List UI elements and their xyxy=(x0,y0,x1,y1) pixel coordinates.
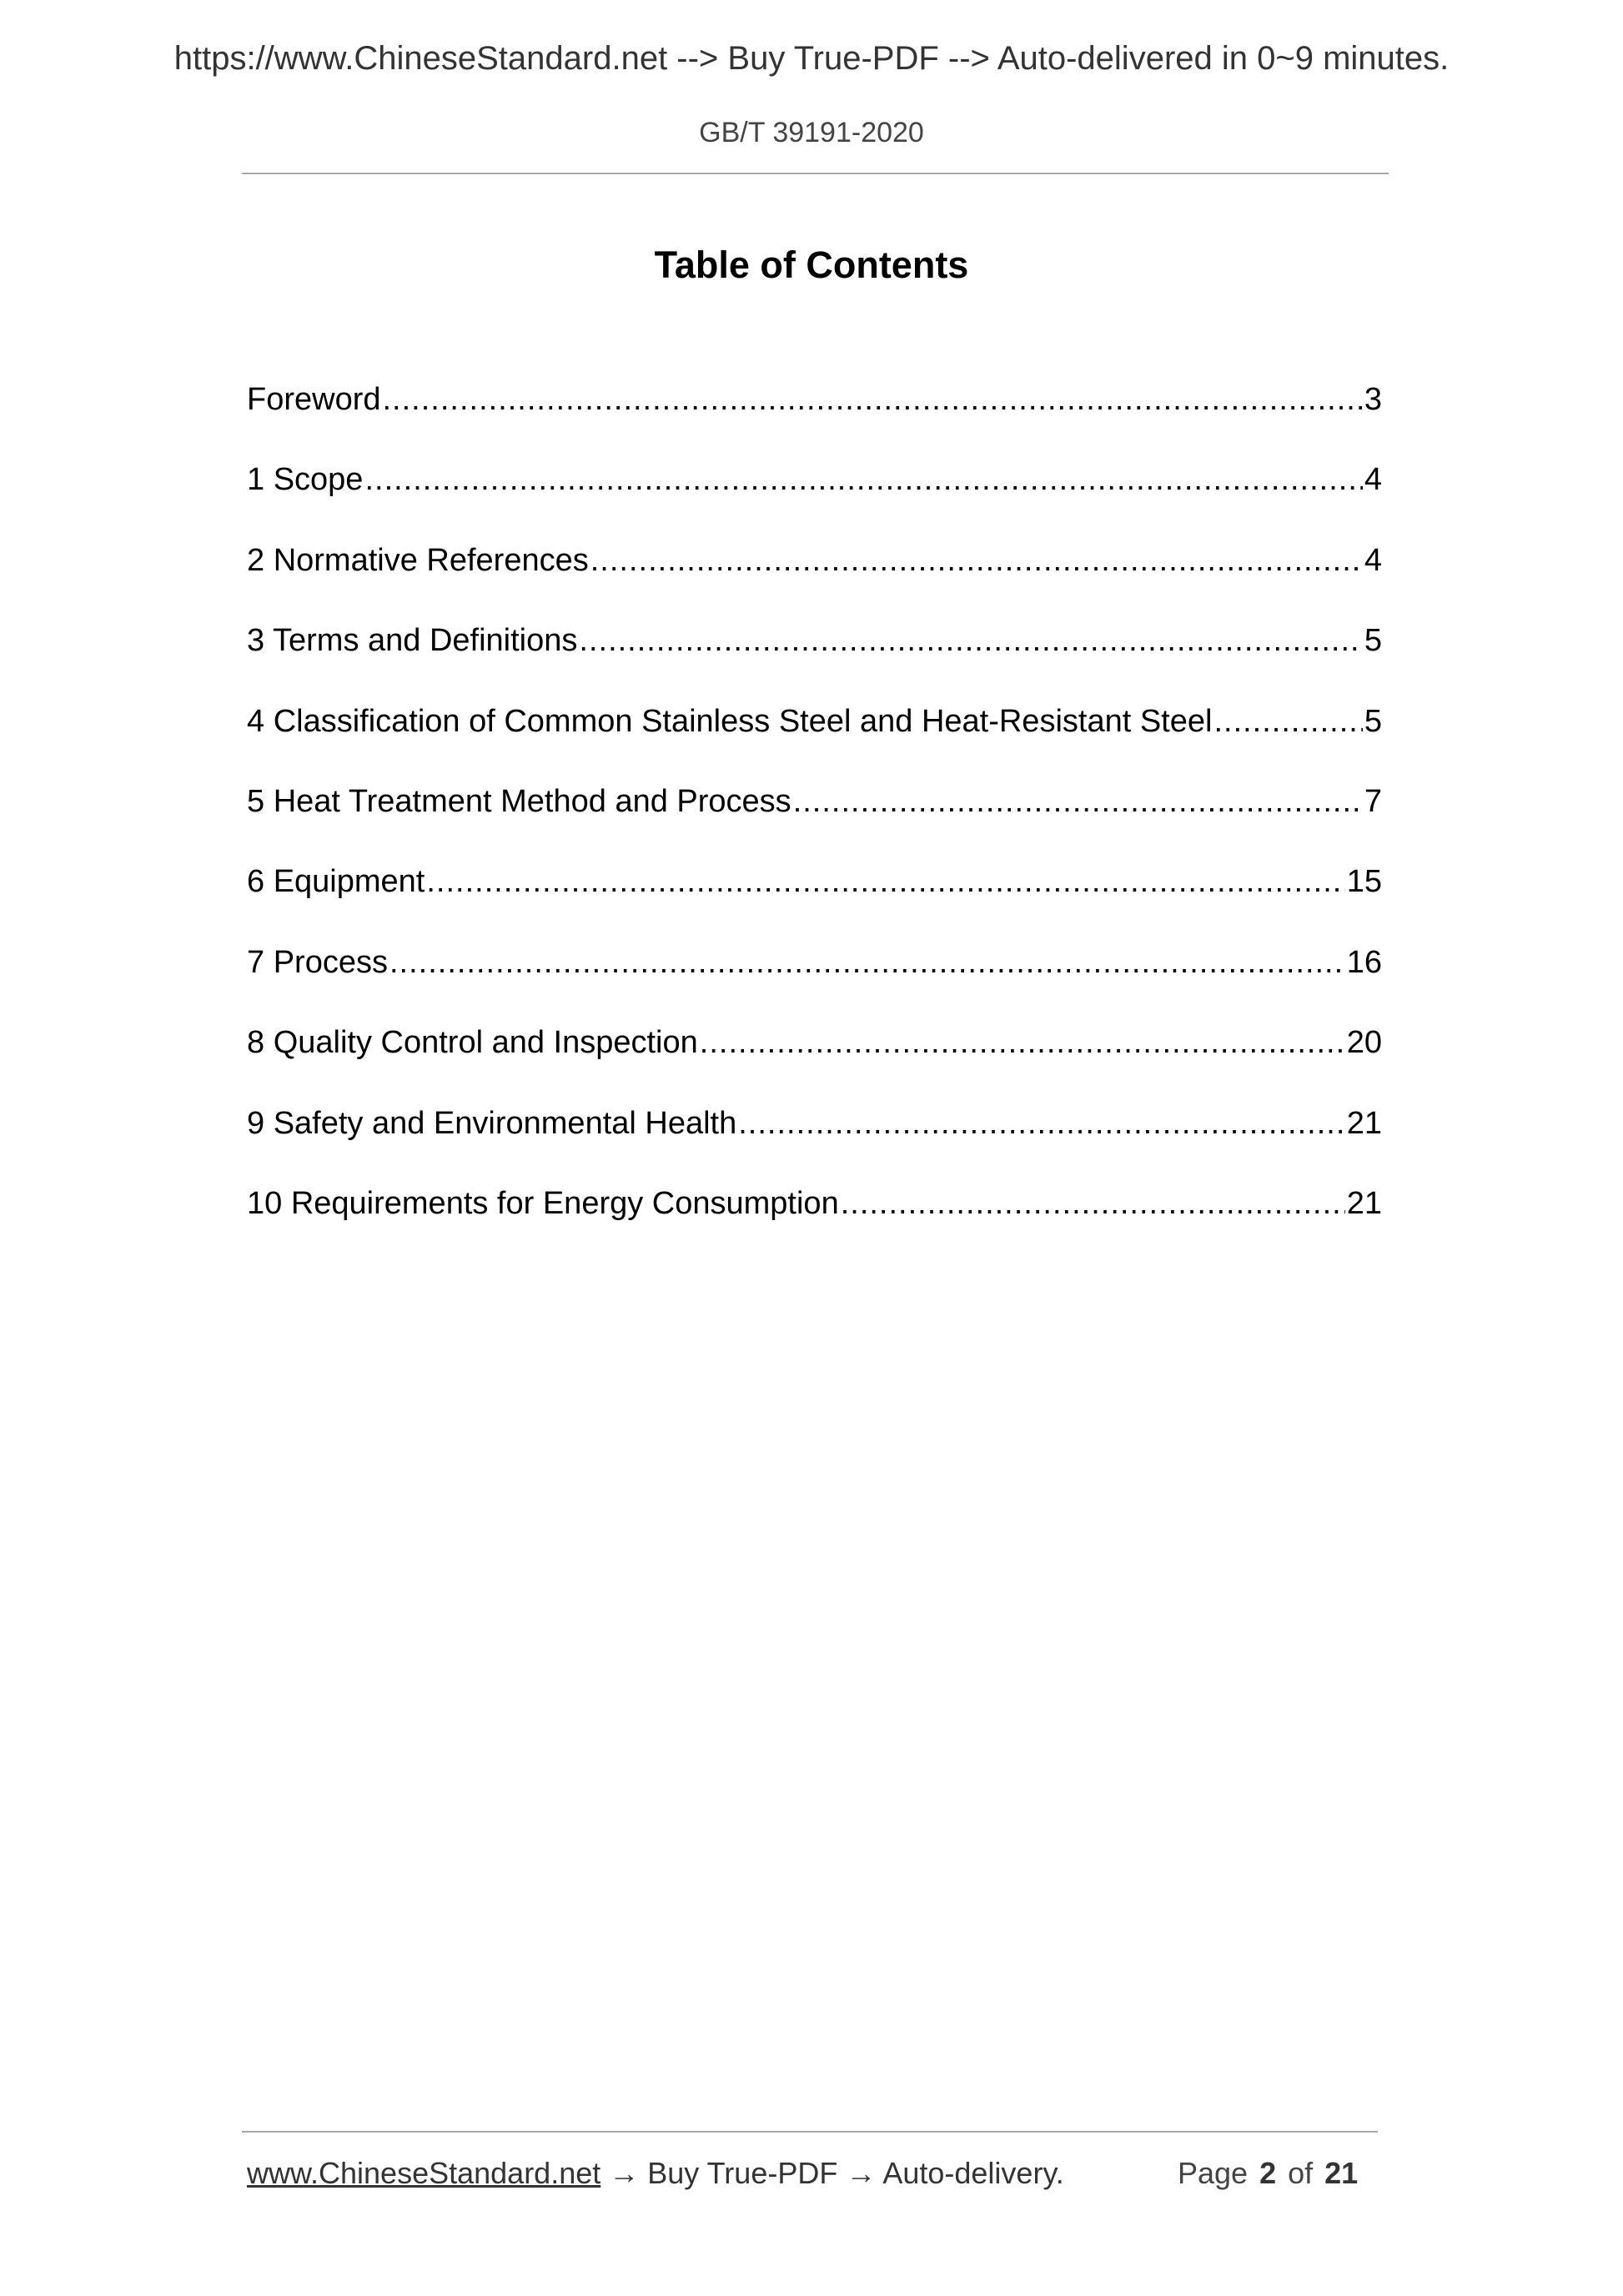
footer-tagline: → Buy True-PDF → Auto-delivery. xyxy=(609,2156,1064,2190)
footer-divider xyxy=(242,2131,1378,2133)
toc-title: Table of Contents xyxy=(654,244,969,286)
page-word: Page xyxy=(1178,2156,1249,2190)
toc-entry-label: Foreword xyxy=(247,382,381,417)
toc-entry-page: 5 xyxy=(1364,703,1382,739)
toc-entry-page: 15 xyxy=(1346,864,1382,900)
toc-entry-page: 20 xyxy=(1346,1025,1382,1061)
toc-entry-label: 4 Classification of Common Stainless Steel and Heat-Resistant Steel xyxy=(247,703,1213,739)
top-banner: https://www.ChineseStandard.net --> Buy True-PDF --> Auto-delivered in 0~9 minutes. xyxy=(173,40,1450,77)
toc-entry-page: 21 xyxy=(1346,1105,1382,1141)
toc-entry-process[interactable] xyxy=(247,938,1382,1018)
toc-entry-page: 4 xyxy=(1364,462,1382,498)
toc-entry-page: 5 xyxy=(1364,623,1382,659)
toc-dot-leader xyxy=(364,455,1362,504)
header-divider xyxy=(242,173,1389,174)
toc-dot-leader xyxy=(426,857,1344,906)
toc-entry-classification[interactable] xyxy=(247,697,1382,777)
toc-entry-page: 4 xyxy=(1364,542,1382,578)
toc-dot-leader xyxy=(793,777,1363,826)
toc-entry-equipment[interactable] xyxy=(247,857,1382,937)
toc-dot-leader xyxy=(389,938,1345,987)
document-code: GB/T 39191-2020 xyxy=(699,117,924,148)
toc-entry-safety[interactable] xyxy=(247,1099,1382,1179)
toc-dot-leader xyxy=(590,536,1363,585)
toc-entry-page: 16 xyxy=(1346,944,1382,980)
toc-entry-label: 3 Terms and Definitions xyxy=(247,623,578,659)
toc-entry-normative-references[interactable] xyxy=(247,536,1382,616)
toc-entry-energy-consumption[interactable] xyxy=(247,1179,1382,1259)
toc-entry-page: 3 xyxy=(1364,382,1382,417)
toc-dot-leader xyxy=(700,1018,1345,1067)
toc-entry-label: 9 Safety and Environmental Health xyxy=(247,1105,737,1141)
toc-entry-label: 1 Scope xyxy=(247,462,364,498)
toc-dot-leader xyxy=(738,1099,1344,1148)
footer-site-link[interactable]: www.ChineseStandard.net xyxy=(247,2156,601,2190)
toc-entry-label: 8 Quality Control and Inspection xyxy=(247,1025,698,1061)
page-indicator xyxy=(1178,2156,1358,2191)
toc-entry-label: 10 Requirements for Energy Consumption xyxy=(247,1185,839,1221)
current-page-number: 2 xyxy=(1259,2156,1277,2190)
toc-list xyxy=(247,375,1382,1259)
toc-entry-quality-control[interactable] xyxy=(247,1018,1382,1098)
footer-left xyxy=(247,2156,1064,2191)
toc-dot-leader xyxy=(383,375,1363,424)
toc-entry-foreword[interactable] xyxy=(247,375,1382,455)
toc-entry-label: 6 Equipment xyxy=(247,864,425,900)
toc-dot-leader xyxy=(841,1179,1345,1228)
of-word: of xyxy=(1288,2156,1314,2190)
toc-entry-terms-and-definitions[interactable] xyxy=(247,616,1382,696)
toc-entry-page: 7 xyxy=(1364,783,1382,819)
toc-entry-scope[interactable] xyxy=(247,455,1382,535)
toc-dot-leader xyxy=(579,616,1362,665)
toc-entry-label: 2 Normative References xyxy=(247,542,589,578)
total-pages-number: 21 xyxy=(1324,2156,1359,2190)
toc-entry-heat-treatment[interactable] xyxy=(247,777,1382,857)
toc-entry-label: 5 Heat Treatment Method and Process xyxy=(247,783,791,819)
toc-dot-leader xyxy=(1213,697,1362,746)
toc-entry-page: 21 xyxy=(1346,1185,1382,1221)
toc-entry-label: 7 Process xyxy=(247,944,388,980)
